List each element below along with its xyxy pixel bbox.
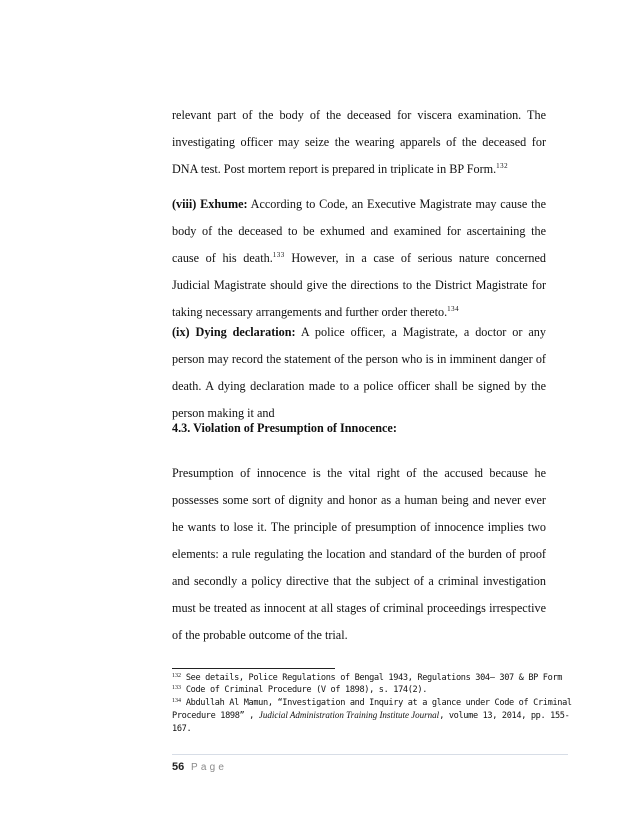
paragraph-text: A police officer, a Magistrate, a doctor or any person may record the statement of the person who is in imminent danger of death. A dying declaration made to a police officer shall be signed by the person making it and: [172, 325, 546, 420]
footnote-ref-134[interactable]: 134: [447, 304, 460, 313]
section-heading: 4.3. Violation of Presumption of Innocence:: [172, 421, 397, 435]
footnote-132: [172, 672, 572, 684]
footnote-number: 132: [172, 673, 181, 679]
footnote-133: [172, 684, 572, 696]
paragraph-presumption: [172, 460, 546, 649]
footnote-134: [172, 697, 572, 735]
page-label: Page: [191, 762, 228, 773]
paragraph-text: relevant part of the body of the deceased for viscera examination. The investigating officer may seize the wearing apparels of the deceased for DNA test. Post mortem report is prepared in triplicate in BP Form.: [172, 108, 546, 176]
footnote-ref-132[interactable]: 132: [496, 161, 509, 170]
journal-title: Judicial Administration Training Institute Journal: [258, 710, 440, 721]
footnote-number: 133: [172, 685, 181, 692]
footnote-number: 134: [172, 697, 181, 704]
exhume-heading: (viii) Exhume:: [172, 197, 248, 211]
paragraph-text: According to Code, an Executive Magistrate may cause the body of the deceased to be exhumed and examined for ascertaining the cause of his death.: [172, 197, 546, 265]
paragraph-viscera: [172, 102, 546, 183]
paragraph-text: Presumption of innocence is the vital right of the accused because he possesses some sort of dignity and honor as a human being and never ever he wants to lose it. The principle of presumption of innocence implies two elements: a rule regulating the location and standard of the burden of proof and secondly a policy directive that the subject of a criminal investigation must be treated as innocent at all stages of criminal proceedings irrespective of the probable outcome of the trial.: [172, 466, 546, 642]
page-number: 56: [172, 761, 185, 773]
dying-declaration-heading: (ix) Dying declaration:: [172, 325, 296, 339]
paragraph-dying-declaration: [172, 319, 546, 427]
paragraph-exhume: [172, 191, 546, 326]
footnotes: [172, 672, 572, 735]
footnote-text: Abdullah Al Mamun, “Investigation and Inquiry at a glance under Code of Criminal Procedure 1898” ,: [172, 697, 572, 722]
footnote-text: , volume 13, 2014, pp. 155- 167.: [172, 711, 570, 734]
footnote-text: Code of Criminal Procedure (V of 1898), s. 174(2).: [181, 685, 428, 696]
paragraph-text: However, in a case of serious nature concerned Judicial Magistrate should give the directions to the District Magistrate for taking necessary arrangements and further order thereto.: [172, 251, 546, 319]
page-footer: [172, 754, 568, 781]
footnote-separator: [172, 668, 335, 669]
footnote-ref-133[interactable]: 133: [272, 250, 285, 259]
footnote-text: See details, Police Regulations of Bengal 1943, Regulations 304— 307 & BP Form: [181, 673, 563, 683]
